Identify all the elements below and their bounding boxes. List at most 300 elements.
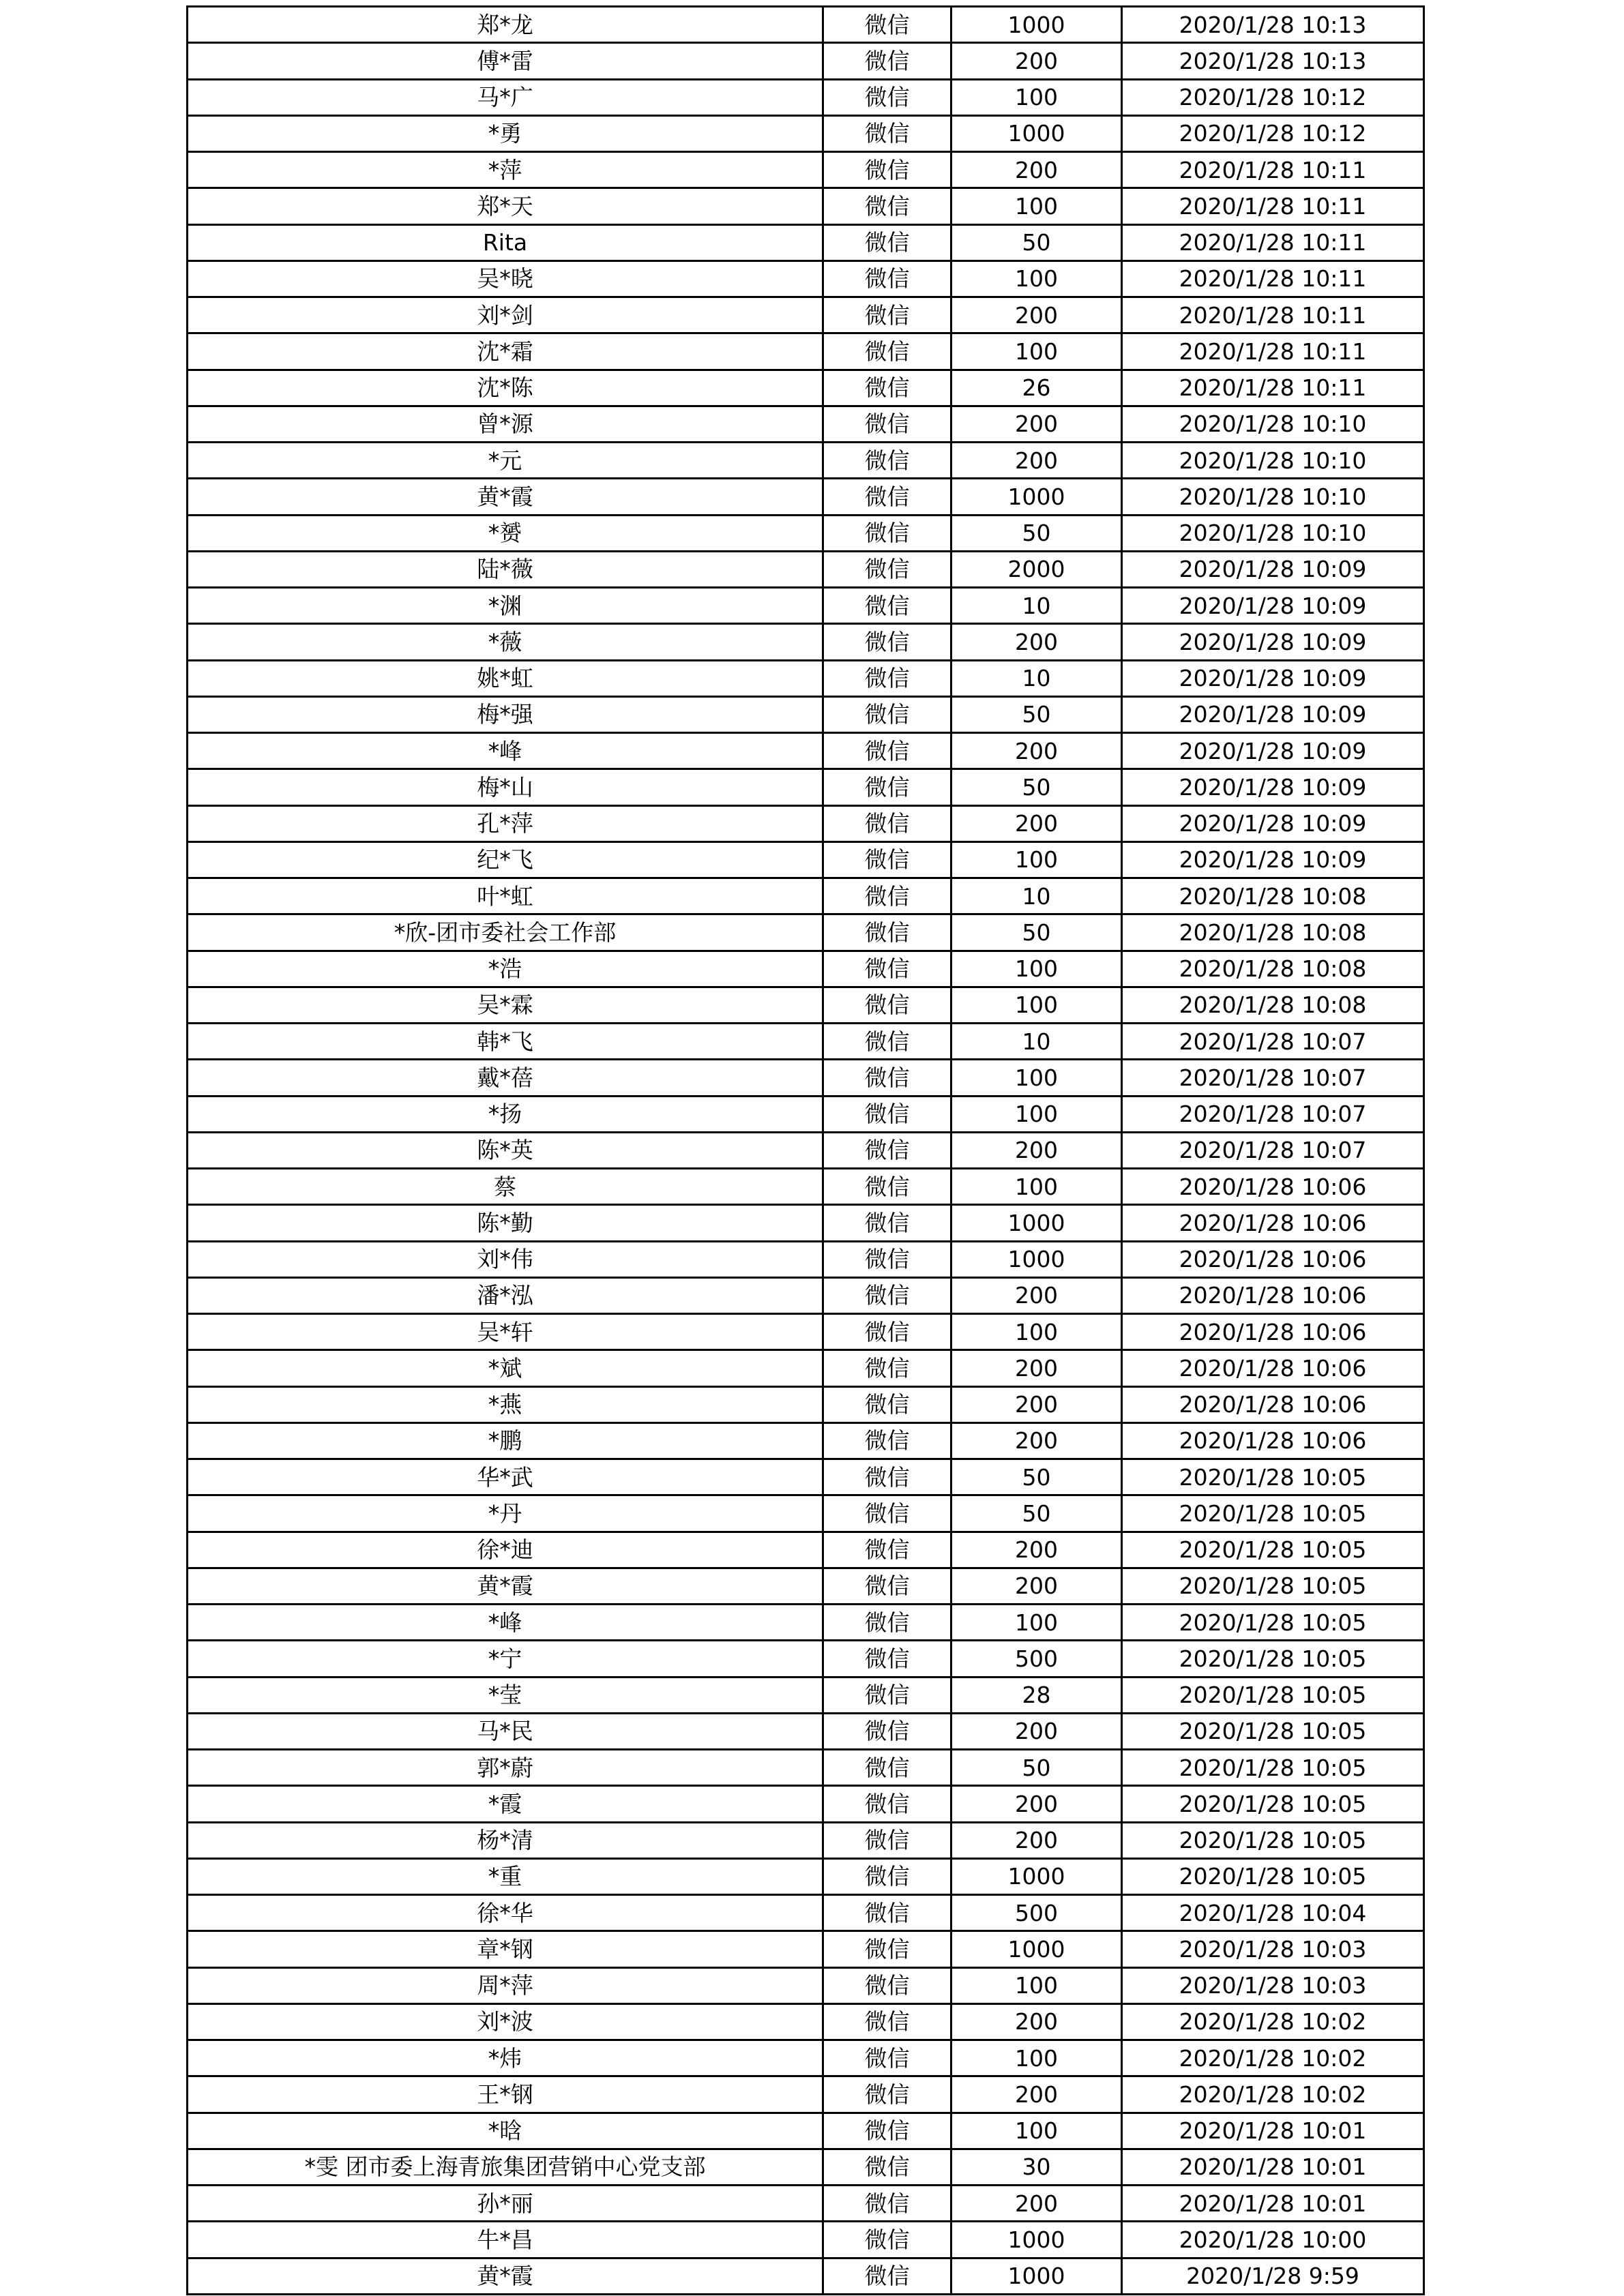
donor-name-cell: 吴*晓	[188, 260, 823, 297]
donor-name-cell: 曾*源	[188, 406, 823, 442]
donor-name-cell: 杨*清	[188, 1822, 823, 1858]
timestamp-cell: 2020/1/28 10:01	[1122, 2149, 1424, 2185]
amount-cell: 1000	[951, 479, 1122, 515]
timestamp-cell: 2020/1/28 10:09	[1122, 588, 1424, 624]
amount-cell: 200	[951, 2076, 1122, 2113]
amount-cell: 1000	[951, 2258, 1122, 2295]
donor-name-cell: *浩	[188, 951, 823, 987]
table-row	[188, 1568, 1424, 1604]
timestamp-cell: 2020/1/28 10:07	[1122, 1096, 1424, 1132]
payment-channel-cell: 微信	[823, 224, 951, 260]
table-row	[188, 1350, 1424, 1386]
amount-cell: 10	[951, 588, 1122, 624]
amount-cell: 200	[951, 1277, 1122, 1313]
donation-table-body	[188, 7, 1424, 2295]
amount-cell: 100	[951, 1096, 1122, 1132]
table-row	[188, 1241, 1424, 1277]
table-row	[188, 1786, 1424, 1822]
donor-name-cell: 马*广	[188, 79, 823, 115]
payment-channel-cell: 微信	[823, 1024, 951, 1060]
amount-cell: 100	[951, 188, 1122, 224]
timestamp-cell: 2020/1/28 10:05	[1122, 1786, 1424, 1822]
table-row	[188, 841, 1424, 878]
donor-name-cell: 马*民	[188, 1713, 823, 1749]
amount-cell: 100	[951, 1060, 1122, 1096]
timestamp-cell: 2020/1/28 10:06	[1122, 1241, 1424, 1277]
timestamp-cell: 2020/1/28 10:05	[1122, 1713, 1424, 1749]
table-row	[188, 79, 1424, 115]
table-row	[188, 2076, 1424, 2113]
payment-channel-cell: 微信	[823, 733, 951, 769]
donor-name-cell: 郑*龙	[188, 7, 823, 43]
donor-name-cell: *炜	[188, 2040, 823, 2076]
amount-cell: 50	[951, 769, 1122, 805]
payment-channel-cell: 微信	[823, 951, 951, 987]
donor-name-cell: *扬	[188, 1096, 823, 1132]
amount-cell: 1000	[951, 1858, 1122, 1894]
donor-name-cell: 黄*霞	[188, 2258, 823, 2295]
table-row	[188, 987, 1424, 1023]
payment-channel-cell: 微信	[823, 1895, 951, 1931]
table-row	[188, 224, 1424, 260]
amount-cell: 100	[951, 841, 1122, 878]
timestamp-cell: 2020/1/28 10:11	[1122, 370, 1424, 406]
donor-name-cell: 沈*霜	[188, 333, 823, 370]
amount-cell: 50	[951, 914, 1122, 951]
payment-channel-cell: 微信	[823, 1386, 951, 1422]
table-row	[188, 914, 1424, 951]
payment-channel-cell: 微信	[823, 660, 951, 696]
table-row	[188, 2258, 1424, 2295]
timestamp-cell: 2020/1/28 10:05	[1122, 1459, 1424, 1495]
payment-channel-cell: 微信	[823, 1241, 951, 1277]
donor-name-cell: 徐*迪	[188, 1532, 823, 1568]
amount-cell: 200	[951, 406, 1122, 442]
payment-channel-cell: 微信	[823, 1132, 951, 1168]
payment-channel-cell: 微信	[823, 769, 951, 805]
payment-channel-cell: 微信	[823, 1677, 951, 1713]
table-row	[188, 515, 1424, 551]
amount-cell: 100	[951, 333, 1122, 370]
donor-name-cell: 梅*山	[188, 769, 823, 805]
amount-cell: 1000	[951, 2222, 1122, 2258]
timestamp-cell: 2020/1/28 10:10	[1122, 515, 1424, 551]
table-row	[188, 1677, 1424, 1713]
donor-name-cell: *燕	[188, 1386, 823, 1422]
payment-channel-cell: 微信	[823, 79, 951, 115]
payment-channel-cell: 微信	[823, 1786, 951, 1822]
amount-cell: 200	[951, 624, 1122, 660]
donor-name-cell: *元	[188, 443, 823, 479]
amount-cell: 1000	[951, 1241, 1122, 1277]
table-row	[188, 2113, 1424, 2149]
donor-name-cell: 吴*轩	[188, 1314, 823, 1350]
donor-name-cell: *峰	[188, 733, 823, 769]
table-row	[188, 2149, 1424, 2185]
amount-cell: 1000	[951, 1205, 1122, 1241]
timestamp-cell: 2020/1/28 10:11	[1122, 260, 1424, 297]
amount-cell: 50	[951, 696, 1122, 732]
timestamp-cell: 2020/1/28 10:01	[1122, 2113, 1424, 2149]
timestamp-cell: 2020/1/28 10:08	[1122, 878, 1424, 914]
payment-channel-cell: 微信	[823, 805, 951, 841]
timestamp-cell: 2020/1/28 10:10	[1122, 406, 1424, 442]
payment-channel-cell: 微信	[823, 2040, 951, 2076]
payment-channel-cell: 微信	[823, 1858, 951, 1894]
donor-name-cell: 孔*萍	[188, 805, 823, 841]
donor-name-cell: 刘*波	[188, 2003, 823, 2040]
donor-name-cell: 周*萍	[188, 1967, 823, 2003]
donor-name-cell: *薇	[188, 624, 823, 660]
payment-channel-cell: 微信	[823, 1314, 951, 1350]
table-row	[188, 805, 1424, 841]
amount-cell: 200	[951, 1713, 1122, 1749]
amount-cell: 100	[951, 1605, 1122, 1641]
donor-name-cell: *鹏	[188, 1422, 823, 1459]
payment-channel-cell: 微信	[823, 696, 951, 732]
timestamp-cell: 2020/1/28 10:09	[1122, 841, 1424, 878]
timestamp-cell: 2020/1/28 10:04	[1122, 1895, 1424, 1931]
table-row	[188, 1132, 1424, 1168]
donor-name-cell: *峰	[188, 1605, 823, 1641]
payment-channel-cell: 微信	[823, 987, 951, 1023]
table-row	[188, 297, 1424, 333]
payment-channel-cell: 微信	[823, 1495, 951, 1532]
donor-name-cell: Rita	[188, 224, 823, 260]
table-row	[188, 1096, 1424, 1132]
table-row	[188, 406, 1424, 442]
table-row	[188, 7, 1424, 43]
payment-channel-cell: 微信	[823, 115, 951, 151]
amount-cell: 500	[951, 1895, 1122, 1931]
donor-name-cell: 黄*霞	[188, 479, 823, 515]
timestamp-cell: 2020/1/28 10:07	[1122, 1060, 1424, 1096]
donor-name-cell: *晗	[188, 2113, 823, 2149]
timestamp-cell: 2020/1/28 10:06	[1122, 1386, 1424, 1422]
timestamp-cell: 2020/1/28 10:08	[1122, 914, 1424, 951]
table-row	[188, 1641, 1424, 1677]
timestamp-cell: 2020/1/28 9:59	[1122, 2258, 1424, 2295]
table-row	[188, 551, 1424, 587]
amount-cell: 100	[951, 1967, 1122, 2003]
payment-channel-cell: 微信	[823, 406, 951, 442]
table-row	[188, 1422, 1424, 1459]
timestamp-cell: 2020/1/28 10:12	[1122, 79, 1424, 115]
table-row	[188, 588, 1424, 624]
table-row	[188, 1931, 1424, 1967]
donor-name-cell: 梅*强	[188, 696, 823, 732]
table-row	[188, 1024, 1424, 1060]
donor-name-cell: *勇	[188, 115, 823, 151]
timestamp-cell: 2020/1/28 10:05	[1122, 1495, 1424, 1532]
table-row	[188, 769, 1424, 805]
amount-cell: 100	[951, 951, 1122, 987]
amount-cell: 50	[951, 1459, 1122, 1495]
payment-channel-cell: 微信	[823, 1713, 951, 1749]
payment-channel-cell: 微信	[823, 1096, 951, 1132]
payment-channel-cell: 微信	[823, 841, 951, 878]
timestamp-cell: 2020/1/28 10:02	[1122, 2076, 1424, 2113]
timestamp-cell: 2020/1/28 10:03	[1122, 1967, 1424, 2003]
donor-name-cell: 姚*虹	[188, 660, 823, 696]
donor-name-cell: *丹	[188, 1495, 823, 1532]
payment-channel-cell: 微信	[823, 43, 951, 79]
amount-cell: 100	[951, 1314, 1122, 1350]
donor-name-cell: 陈*勤	[188, 1205, 823, 1241]
payment-channel-cell: 微信	[823, 2258, 951, 2295]
table-row	[188, 1495, 1424, 1532]
payment-channel-cell: 微信	[823, 1568, 951, 1604]
timestamp-cell: 2020/1/28 10:05	[1122, 1858, 1424, 1894]
timestamp-cell: 2020/1/28 10:11	[1122, 333, 1424, 370]
donor-name-cell: 纪*飞	[188, 841, 823, 878]
payment-channel-cell: 微信	[823, 7, 951, 43]
payment-channel-cell: 微信	[823, 1750, 951, 1786]
amount-cell: 30	[951, 2149, 1122, 2185]
payment-channel-cell: 微信	[823, 1967, 951, 2003]
payment-channel-cell: 微信	[823, 1822, 951, 1858]
amount-cell: 200	[951, 1386, 1122, 1422]
amount-cell: 200	[951, 805, 1122, 841]
payment-channel-cell: 微信	[823, 297, 951, 333]
timestamp-cell: 2020/1/28 10:07	[1122, 1024, 1424, 1060]
table-row	[188, 2040, 1424, 2076]
payment-channel-cell: 微信	[823, 551, 951, 587]
table-row	[188, 1386, 1424, 1422]
payment-channel-cell: 微信	[823, 1277, 951, 1313]
table-row	[188, 1314, 1424, 1350]
payment-channel-cell: 微信	[823, 878, 951, 914]
timestamp-cell: 2020/1/28 10:05	[1122, 1568, 1424, 1604]
donation-table	[186, 5, 1425, 2295]
payment-channel-cell: 微信	[823, 1459, 951, 1495]
donor-name-cell: 潘*泓	[188, 1277, 823, 1313]
amount-cell: 100	[951, 2113, 1122, 2149]
payment-channel-cell: 微信	[823, 1641, 951, 1677]
timestamp-cell: 2020/1/28 10:10	[1122, 479, 1424, 515]
timestamp-cell: 2020/1/28 10:13	[1122, 7, 1424, 43]
amount-cell: 2000	[951, 551, 1122, 587]
timestamp-cell: 2020/1/28 10:11	[1122, 297, 1424, 333]
table-row	[188, 1277, 1424, 1313]
timestamp-cell: 2020/1/28 10:08	[1122, 987, 1424, 1023]
timestamp-cell: 2020/1/28 10:06	[1122, 1314, 1424, 1350]
amount-cell: 200	[951, 1350, 1122, 1386]
amount-cell: 28	[951, 1677, 1122, 1713]
timestamp-cell: 2020/1/28 10:05	[1122, 1641, 1424, 1677]
timestamp-cell: 2020/1/28 10:11	[1122, 188, 1424, 224]
donor-name-cell: 牛*昌	[188, 2222, 823, 2258]
amount-cell: 100	[951, 987, 1122, 1023]
amount-cell: 500	[951, 1641, 1122, 1677]
payment-channel-cell: 微信	[823, 152, 951, 188]
payment-channel-cell: 微信	[823, 1205, 951, 1241]
payment-channel-cell: 微信	[823, 333, 951, 370]
amount-cell: 100	[951, 79, 1122, 115]
donor-name-cell: 章*钢	[188, 1931, 823, 1967]
table-row	[188, 43, 1424, 79]
payment-channel-cell: 微信	[823, 1532, 951, 1568]
payment-channel-cell: 微信	[823, 2003, 951, 2040]
donor-name-cell: 华*武	[188, 1459, 823, 1495]
timestamp-cell: 2020/1/28 10:05	[1122, 1750, 1424, 1786]
donor-name-cell: *重	[188, 1858, 823, 1894]
donor-name-cell: 孙*丽	[188, 2186, 823, 2222]
donor-name-cell: *雯 团市委上海青旅集团营销中心党支部	[188, 2149, 823, 2185]
donor-name-cell: *欣-团市委社会工作部	[188, 914, 823, 951]
payment-channel-cell: 微信	[823, 588, 951, 624]
timestamp-cell: 2020/1/28 10:05	[1122, 1605, 1424, 1641]
amount-cell: 100	[951, 1169, 1122, 1205]
payment-channel-cell: 微信	[823, 1605, 951, 1641]
timestamp-cell: 2020/1/28 10:11	[1122, 224, 1424, 260]
amount-cell: 26	[951, 370, 1122, 406]
table-row	[188, 624, 1424, 660]
table-row	[188, 660, 1424, 696]
timestamp-cell: 2020/1/28 10:05	[1122, 1532, 1424, 1568]
timestamp-cell: 2020/1/28 10:09	[1122, 769, 1424, 805]
donor-name-cell: *萍	[188, 152, 823, 188]
timestamp-cell: 2020/1/28 10:09	[1122, 660, 1424, 696]
table-row	[188, 733, 1424, 769]
amount-cell: 50	[951, 515, 1122, 551]
timestamp-cell: 2020/1/28 10:00	[1122, 2222, 1424, 2258]
table-row	[188, 696, 1424, 732]
donor-name-cell: 沈*陈	[188, 370, 823, 406]
amount-cell: 200	[951, 1422, 1122, 1459]
amount-cell: 1000	[951, 1931, 1122, 1967]
timestamp-cell: 2020/1/28 10:08	[1122, 951, 1424, 987]
donor-name-cell: 刘*伟	[188, 1241, 823, 1277]
timestamp-cell: 2020/1/28 10:10	[1122, 443, 1424, 479]
table-row	[188, 1459, 1424, 1495]
payment-channel-cell: 微信	[823, 443, 951, 479]
donor-name-cell: *宁	[188, 1641, 823, 1677]
amount-cell: 50	[951, 1750, 1122, 1786]
amount-cell: 200	[951, 1822, 1122, 1858]
payment-channel-cell: 微信	[823, 1060, 951, 1096]
table-row	[188, 333, 1424, 370]
payment-channel-cell: 微信	[823, 2222, 951, 2258]
payment-channel-cell: 微信	[823, 260, 951, 297]
table-row	[188, 370, 1424, 406]
timestamp-cell: 2020/1/28 10:09	[1122, 733, 1424, 769]
timestamp-cell: 2020/1/28 10:06	[1122, 1277, 1424, 1313]
payment-channel-cell: 微信	[823, 2186, 951, 2222]
payment-channel-cell: 微信	[823, 2113, 951, 2149]
timestamp-cell: 2020/1/28 10:03	[1122, 1931, 1424, 1967]
amount-cell: 100	[951, 260, 1122, 297]
amount-cell: 200	[951, 1786, 1122, 1822]
timestamp-cell: 2020/1/28 10:07	[1122, 1132, 1424, 1168]
payment-channel-cell: 微信	[823, 624, 951, 660]
timestamp-cell: 2020/1/28 10:05	[1122, 1822, 1424, 1858]
amount-cell: 50	[951, 1495, 1122, 1532]
amount-cell: 200	[951, 1132, 1122, 1168]
amount-cell: 10	[951, 1024, 1122, 1060]
timestamp-cell: 2020/1/28 10:13	[1122, 43, 1424, 79]
donor-name-cell: 刘*剑	[188, 297, 823, 333]
donor-name-cell: *莹	[188, 1677, 823, 1713]
timestamp-cell: 2020/1/28 10:02	[1122, 2040, 1424, 2076]
table-row	[188, 1967, 1424, 2003]
donor-name-cell: 郭*蔚	[188, 1750, 823, 1786]
amount-cell: 200	[951, 2186, 1122, 2222]
donor-name-cell: 陆*薇	[188, 551, 823, 587]
payment-channel-cell: 微信	[823, 188, 951, 224]
table-row	[188, 1713, 1424, 1749]
table-row	[188, 443, 1424, 479]
table-row	[188, 479, 1424, 515]
donor-name-cell: 徐*华	[188, 1895, 823, 1931]
table-row	[188, 1822, 1424, 1858]
table-row	[188, 1169, 1424, 1205]
timestamp-cell: 2020/1/28 10:05	[1122, 1677, 1424, 1713]
table-row	[188, 152, 1424, 188]
timestamp-cell: 2020/1/28 10:09	[1122, 624, 1424, 660]
donor-name-cell: *霞	[188, 1786, 823, 1822]
payment-channel-cell: 微信	[823, 2076, 951, 2113]
timestamp-cell: 2020/1/28 10:09	[1122, 551, 1424, 587]
donor-name-cell: 吴*霖	[188, 987, 823, 1023]
table-row	[188, 1532, 1424, 1568]
table-row	[188, 260, 1424, 297]
timestamp-cell: 2020/1/28 10:01	[1122, 2186, 1424, 2222]
timestamp-cell: 2020/1/28 10:06	[1122, 1169, 1424, 1205]
donor-name-cell: 黄*霞	[188, 1568, 823, 1604]
payment-channel-cell: 微信	[823, 479, 951, 515]
payment-channel-cell: 微信	[823, 1169, 951, 1205]
timestamp-cell: 2020/1/28 10:06	[1122, 1350, 1424, 1386]
table-row	[188, 2186, 1424, 2222]
table-row	[188, 951, 1424, 987]
payment-channel-cell: 微信	[823, 1931, 951, 1967]
payment-channel-cell: 微信	[823, 1422, 951, 1459]
timestamp-cell: 2020/1/28 10:02	[1122, 2003, 1424, 2040]
amount-cell: 50	[951, 224, 1122, 260]
amount-cell: 200	[951, 1568, 1122, 1604]
amount-cell: 200	[951, 43, 1122, 79]
table-row	[188, 188, 1424, 224]
timestamp-cell: 2020/1/28 10:09	[1122, 805, 1424, 841]
amount-cell: 200	[951, 733, 1122, 769]
timestamp-cell: 2020/1/28 10:09	[1122, 696, 1424, 732]
timestamp-cell: 2020/1/28 10:06	[1122, 1422, 1424, 1459]
donor-name-cell: 蔡	[188, 1169, 823, 1205]
amount-cell: 10	[951, 878, 1122, 914]
donor-name-cell: 郑*天	[188, 188, 823, 224]
amount-cell: 200	[951, 1532, 1122, 1568]
donor-name-cell: 陈*英	[188, 1132, 823, 1168]
donor-name-cell: 傅*雷	[188, 43, 823, 79]
amount-cell: 100	[951, 2040, 1122, 2076]
table-row	[188, 115, 1424, 151]
donor-name-cell: *渊	[188, 588, 823, 624]
amount-cell: 200	[951, 297, 1122, 333]
table-row	[188, 1858, 1424, 1894]
amount-cell: 10	[951, 660, 1122, 696]
payment-channel-cell: 微信	[823, 1350, 951, 1386]
payment-channel-cell: 微信	[823, 515, 951, 551]
table-row	[188, 1060, 1424, 1096]
amount-cell: 1000	[951, 115, 1122, 151]
amount-cell: 1000	[951, 7, 1122, 43]
payment-channel-cell: 微信	[823, 370, 951, 406]
table-row	[188, 2222, 1424, 2258]
table-row	[188, 1895, 1424, 1931]
donor-name-cell: 韩*飞	[188, 1024, 823, 1060]
table-row	[188, 2003, 1424, 2040]
